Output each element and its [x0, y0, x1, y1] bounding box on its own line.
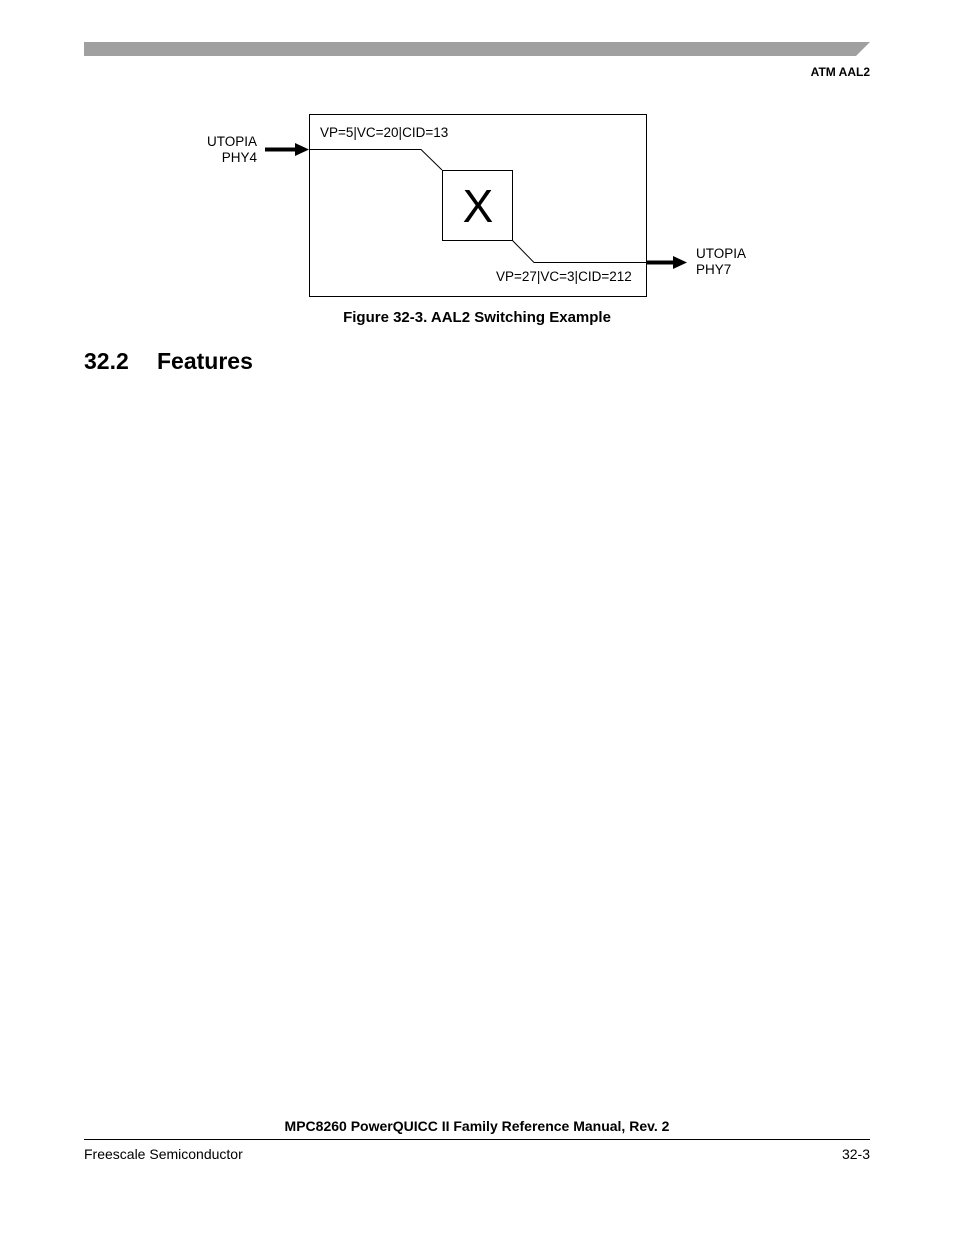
input-port-label	[206, 134, 257, 166]
aal2-switching-figure	[0, 0, 954, 340]
output-port-label	[696, 246, 746, 278]
output-path-line	[512, 240, 647, 263]
switch-symbol: X	[462, 180, 494, 232]
section-title: Features	[157, 348, 253, 374]
output-port-line1: UTOPIA	[696, 246, 747, 261]
output-connection-label: VP=27|VC=3|CID=212	[496, 269, 632, 284]
input-arrow	[265, 143, 309, 156]
running-header-title: ATM AAL2	[810, 65, 870, 79]
input-path-line	[309, 150, 442, 171]
input-port-line2: PHY4	[221, 150, 257, 165]
footer-page-number: 32-3	[841, 1146, 870, 1162]
footer-divider	[84, 1139, 870, 1140]
figure-caption: Figure 32-3. AAL2 Switching Example	[343, 309, 611, 326]
input-port-line1: UTOPIA	[206, 134, 257, 149]
input-connection-label: VP=5|VC=20|CID=13	[320, 125, 449, 140]
output-port-line2: PHY7	[696, 262, 732, 277]
switching-diagram	[0, 0, 954, 340]
footer-company: Freescale Semiconductor	[84, 1146, 243, 1162]
section-heading	[84, 348, 253, 375]
output-arrow	[647, 256, 687, 269]
footer-manual-title: MPC8260 PowerQUICC II Family Reference Manual, Rev. 2	[284, 1118, 670, 1134]
section-number: 32.2	[84, 348, 129, 374]
